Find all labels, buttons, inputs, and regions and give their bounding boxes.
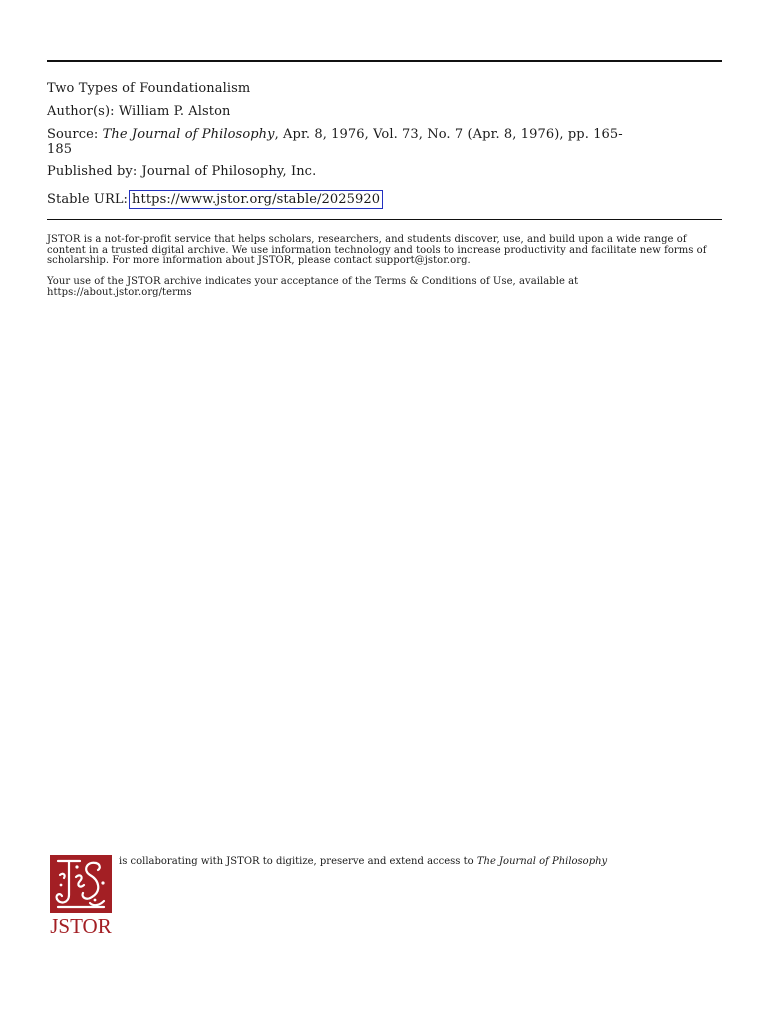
author-name: William P. Alston	[118, 104, 231, 119]
stable-url-label: Stable URL:	[47, 192, 129, 207]
source-line	[47, 127, 722, 157]
source-journal: The Journal of Philosophy	[102, 127, 275, 142]
author-line	[47, 104, 722, 119]
top-rule	[47, 60, 722, 62]
publisher-line	[47, 164, 722, 179]
stable-url-line	[47, 190, 722, 209]
collaboration-statement	[119, 856, 639, 867]
article-title	[47, 81, 722, 96]
source-details-cont: 185	[47, 142, 73, 157]
source-label: Source:	[47, 127, 99, 142]
collaboration-text: is collaborating with JSTOR to digitize, preserve and extend access to	[119, 856, 474, 867]
author-label: Author(s):	[47, 104, 115, 119]
jstor-logo	[50, 855, 112, 937]
divider-rule	[47, 219, 722, 220]
source-details: , Apr. 8, 1976, Vol. 73, No. 7 (Apr. 8, 1976), pp. 165-	[274, 127, 623, 142]
stable-url-link[interactable]: https://www.jstor.org/stable/2025920	[129, 190, 383, 209]
article-title-text: Two Types of Foundationalism	[47, 81, 251, 96]
publisher-label: Published by:	[47, 164, 138, 179]
terms-notice: Your use of the JSTOR archive indicates your acceptance of the Terms & Conditions of Use, available at https://about.jstor.org/terms	[47, 276, 579, 298]
publisher-name: Journal of Philosophy, Inc.	[141, 164, 317, 179]
collaboration-journal: The Journal of Philosophy	[476, 856, 608, 867]
jstor-logo-text: JSTOR	[50, 914, 112, 937]
jstor-about-notice: JSTOR is a not-for-profit service that helps scholars, researchers, and students discover, use, and build upon a wide range of content in a trusted digital archive. We use information technology and tools to increase productivity and facilitate new forms of scholarship. For more information about JSTOR, please contact support@jstor.org.	[47, 234, 707, 266]
